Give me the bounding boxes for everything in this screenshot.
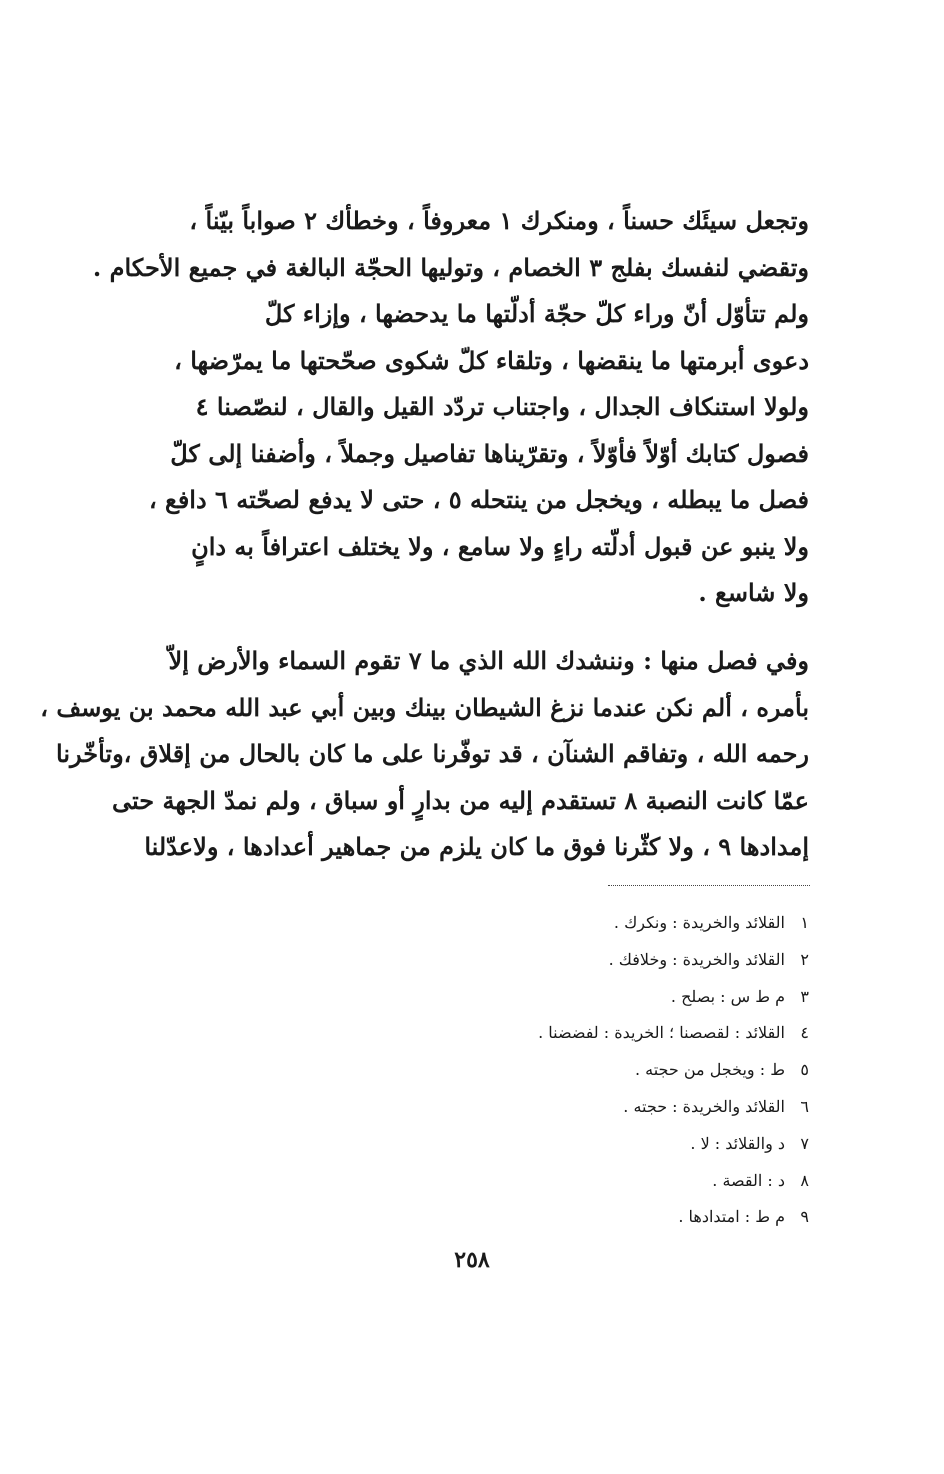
footnote-text: م ط س : بصلح . — [670, 986, 785, 1006]
footnote-text: م ط : امتدادها . — [678, 1207, 785, 1227]
footnote — [309, 1163, 809, 1200]
footnote — [309, 942, 809, 979]
text-line: وتقضي لنفسك بفلج ٣ الخصام ، وتوليها الحجّة البالغة في جميع الأحكام . — [92, 252, 809, 282]
text-line: وفي فصل منها : وننشدك الله الذي ما ٧ تقوم السماء والأرض إلاّ — [168, 646, 809, 675]
footnote-text: د : القصة . — [712, 1170, 785, 1190]
text-line: عمّا كانت النصبة ٨ تستقدم إليه من بدارٍ أو سباق ، ولم نمدّ الجهة حتى — [112, 785, 809, 815]
footnote — [309, 979, 809, 1016]
footnote-text: القلائد والخريدة : ونكرك . — [613, 913, 785, 932]
text-line: ولا شاسع . — [698, 578, 809, 607]
footnote-text: د والقلائد : لا . — [690, 1133, 785, 1153]
text-line: وتجعل سيئَك حسناً ، ومنكرك ١ معروفاً ، وخطأك ٢ صواباً بيّناً ، — [189, 206, 809, 235]
footnote-text: القلائد والخريدة : حجته . — [623, 1096, 785, 1116]
footnote-number: ٦ — [800, 1096, 809, 1116]
footnote-number: ٧ — [800, 1133, 809, 1153]
text-line: فصل ما يبطله ، ويخجل من ينتحله ٥ ، حتى لا يدفع لصحّته ٦ دافع ، — [148, 485, 809, 514]
text-line: رحمه الله ، وتفاقم الشنآن ، قد توفّرنا على ما كان بالحال من إقلاق ،وتأخّرنا — [56, 739, 809, 768]
footnote-number: ٥ — [800, 1060, 809, 1080]
footnote-text: القلائد والخريدة : وخلافك . — [608, 949, 785, 969]
footnote-text: القلائد : لقصصنا ؛ الخريدة : لفضضنا . — [538, 1023, 785, 1043]
footnotes-list — [309, 905, 809, 1236]
text-line: ولا ينبو عن قبول أدلّته راءٍ ولا سامع ، ولا يختلف اعترافاً به دانٍ — [191, 531, 809, 561]
footnote-number: ١ — [800, 913, 809, 932]
text-line: إمدادها ٩ ، ولا كثّرنا فوق ما كان يلزم من جماهير أعدادها ، ولاعدّلنا — [144, 832, 809, 861]
footnote — [309, 1089, 809, 1126]
footnote — [309, 905, 809, 942]
footnote — [309, 1126, 809, 1163]
footnote — [309, 1199, 809, 1236]
paragraph-2 — [40, 638, 809, 871]
footnote-number: ٢ — [800, 949, 809, 969]
paragraph-1 — [92, 198, 809, 617]
footnote-divider — [608, 885, 810, 886]
footnote-text: ط : ويخجل من حجته . — [634, 1060, 785, 1080]
text-line: ولولا استنكاف الجدال ، واجتناب تردّد القيل والقال ، لنصّصنا ٤ — [195, 392, 809, 421]
text-line: فصول كتابك أوّلاً فأوّلاً ، وتقرّيناها تفاصيل وجملاً ، وأضفنا إلى كلّ — [170, 438, 809, 468]
footnote — [309, 1015, 809, 1052]
text-line: ولم تتأوّل أنّ وراء كلّ حجّة أدلّتها ما يدحضها ، وإزاء كلّ — [264, 299, 809, 328]
footnote-number: ٨ — [800, 1170, 809, 1190]
text-line: بأمره ، ألم نكن عندما نزغ الشيطان بينك وبين أبي عبد الله محمد بن يوسف ، — [40, 692, 809, 722]
page-number: ٢٥٨ — [454, 1247, 490, 1273]
footnote — [309, 1052, 809, 1089]
footnote-number: ٣ — [800, 986, 809, 1006]
footnote-number: ٤ — [800, 1023, 809, 1043]
text-line: دعوى أبرمتها ما ينقضها ، وتلقاء كلّ شكوى صحّحتها ما يمرّضها ، — [174, 345, 809, 375]
footnote-number: ٩ — [800, 1207, 809, 1227]
